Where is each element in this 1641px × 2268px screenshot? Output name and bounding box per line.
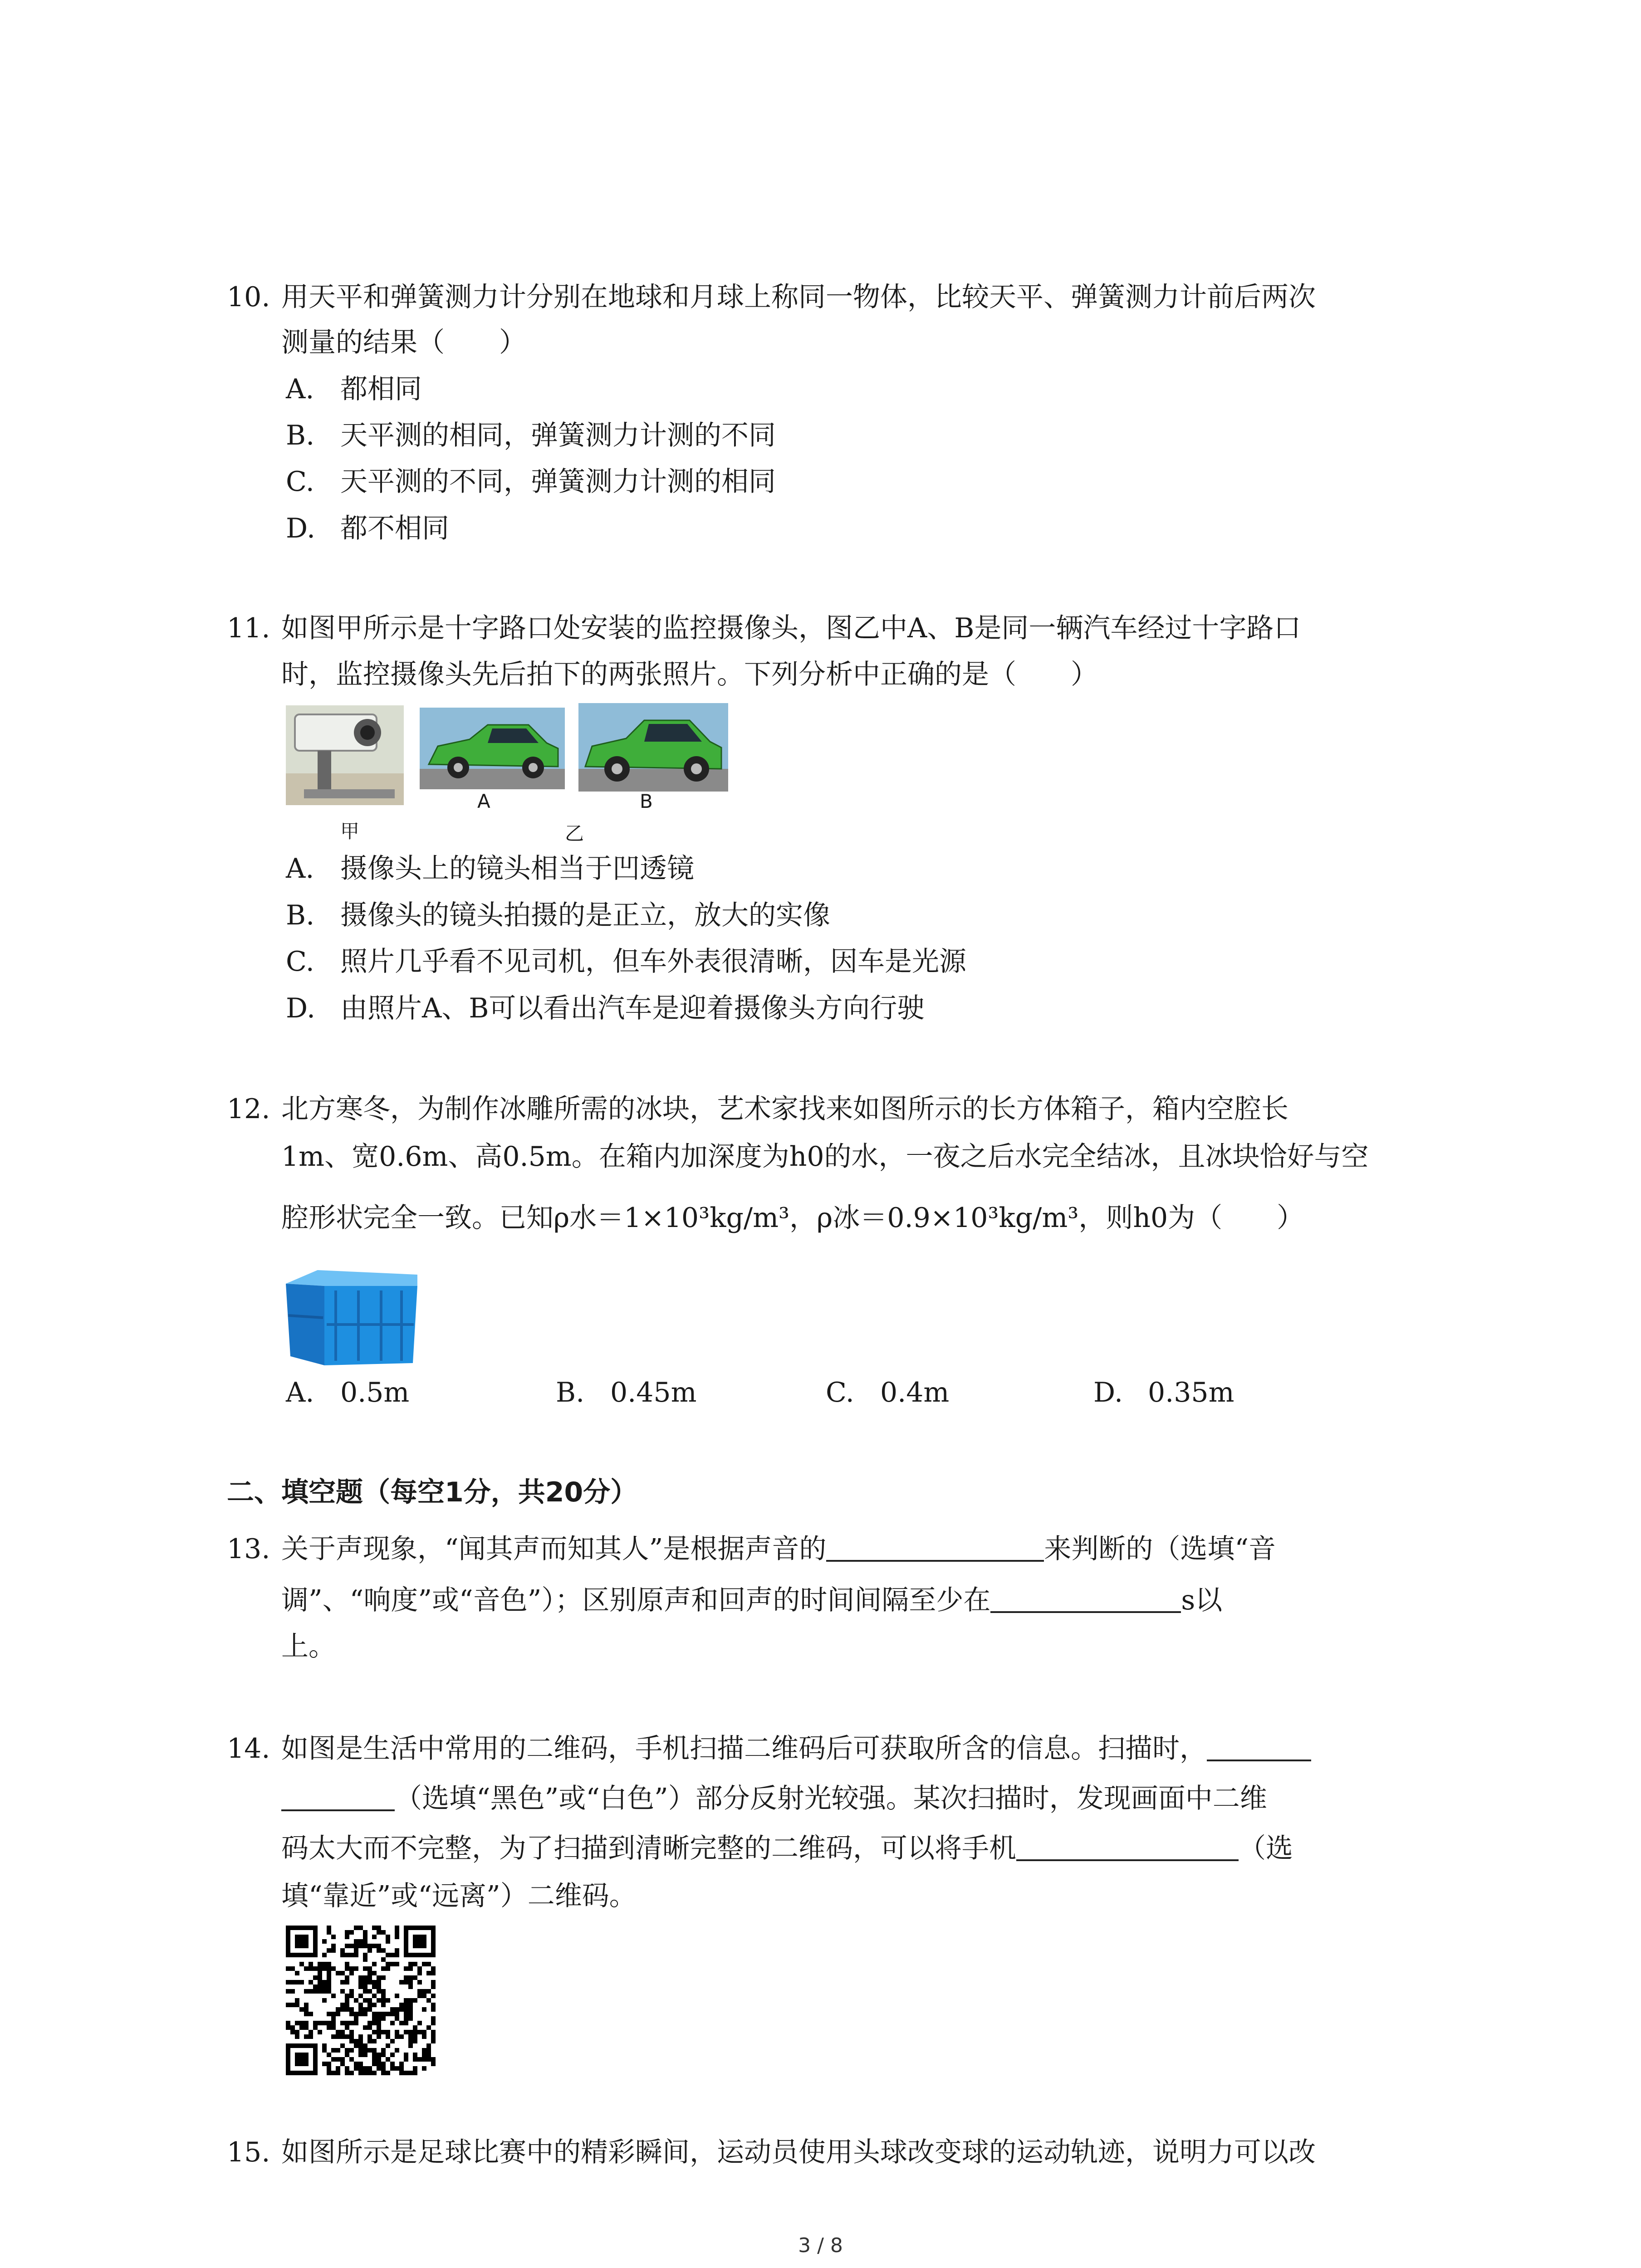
q11-option-d: D. 由照片A、B可以看出汽车是迎着摄像头方向行驶 (286, 992, 925, 1024)
q13-line1: 13. 关于声现象，“闻其声而知其人”是根据声音的 来判断的（选填“音 (227, 1533, 1276, 1565)
section-title: 二、填空题（每空1分，共20分） (227, 1476, 638, 1508)
q10-line2: 测量的结果（ ） (281, 327, 526, 358)
q12-option-d: D. 0.35m (1093, 1377, 1234, 1408)
q12-line2: 1m、宽0.6m、高0.5m。在箱内加深度为h0的水，一夜之后水完全结冰，且冰块恰好与空 (281, 1141, 1369, 1173)
q14-blank-1a[interactable] (1207, 1732, 1311, 1761)
q11-option-c: C. 照片几乎看不见司机，但车外表很清晰，因车是光源 (286, 946, 966, 978)
q10-option-b: B. 天平测的相同，弹簧测力计测的不同 (286, 420, 776, 451)
q12-option-b: B. 0.45m (556, 1377, 697, 1408)
q12-line3: 腔形状完全一致。已知ρ水＝1×10³kg/m³，ρ冰＝0.9×10³kg/m³，则h0为（ ） (281, 1202, 1304, 1234)
caption-jia: 甲 (340, 820, 360, 842)
q14-line3: 码太大而不完整，为了扫描到清晰完整的二维码，可以将手机 （选 (281, 1833, 1293, 1864)
q13-blank-2[interactable] (990, 1584, 1181, 1613)
q11-line2: 时，监控摄像头先后拍下的两张照片。下列分析中正确的是（ ） (281, 659, 1098, 690)
q11-option-a: A. 摄像头上的镜头相当于凹透镜 (286, 853, 694, 885)
q12-option-a: A. 0.5m (286, 1377, 410, 1408)
camera-photo (286, 705, 404, 805)
caption-yi: 乙 (565, 822, 584, 845)
q11-option-b: B. 摄像头的镜头拍摄的是正立，放大的实像 (286, 899, 830, 931)
q13-line2: 调”、“响度”或“音色”）；区别原声和回声的时间间隔至少在 s以 (281, 1584, 1223, 1616)
q14-line4: 填“靠近”或“远离”）二维码。 (281, 1880, 637, 1912)
caption-a: A (477, 790, 490, 812)
q10-option-d: D. 都不相同 (286, 513, 449, 544)
q14-blank-1b[interactable] (281, 1782, 395, 1811)
q11-line1: 11. 如图甲所示是十字路口处安装的监控摄像头，图乙中A、B是同一辆汽车经过十字路口 (227, 612, 1301, 644)
car-photo-b (578, 703, 728, 792)
blue-crate-image (281, 1266, 422, 1370)
q15-line1: 15. 如图所示是足球比赛中的精彩瞬间，运动员使用头球改变球的运动轨迹，说明力可以改 (227, 2136, 1316, 2168)
q14-blank-2[interactable] (1016, 1832, 1239, 1861)
qr-code-image (286, 1926, 436, 2075)
q10-option-c: C. 天平测的不同，弹簧测力计测的相同 (286, 466, 776, 498)
q13-line3: 上。 (281, 1631, 336, 1662)
q12-line1: 12. 北方寒冬，为制作冰雕所需的冰块，艺术家找来如图所示的长方体箱子，箱内空腔长 (227, 1093, 1288, 1125)
caption-b: B (640, 790, 653, 812)
q10-line1: 10. 用天平和弹簧测力计分别在地球和月球上称同一物体，比较天平、弹簧测力计前后两次 (227, 281, 1316, 313)
q14-line2: （选填“黑色”或“白色”）部分反射光较强。某次扫描时，发现画面中二维 (281, 1776, 1267, 1821)
car-photo-a (420, 708, 565, 789)
q14-line1: 14. 如图是生活中常用的二维码，手机扫描二维码后可获取所含的信息。扫描时， (227, 1726, 1311, 1771)
q10-option-a: A. 都相同 (286, 373, 422, 405)
page-number: 3 / 8 (798, 2234, 843, 2257)
q12-option-c: C. 0.4m (826, 1377, 950, 1408)
q13-blank-1[interactable] (826, 1533, 1044, 1562)
